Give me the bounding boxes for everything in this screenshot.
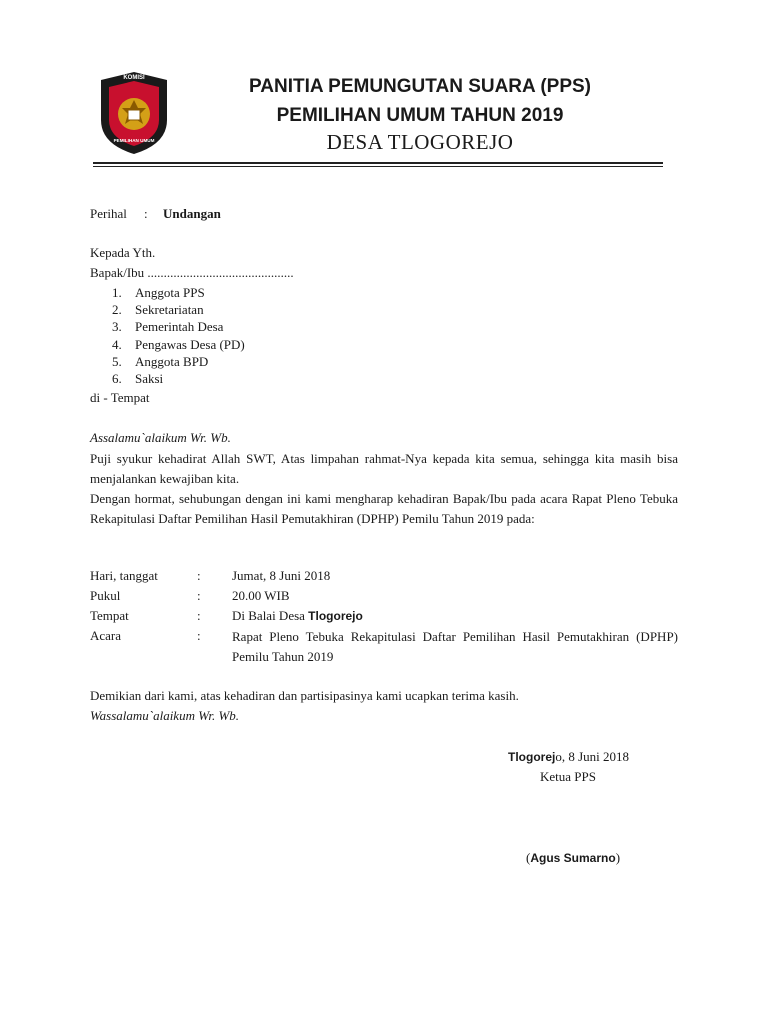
time-value: 20.00 WIB [232, 588, 290, 603]
place-village: Tlogorejo [308, 609, 363, 623]
event-label: Acara [90, 628, 122, 643]
header-title-election: PEMILIHAN UMUM TAHUN 2019 [276, 105, 564, 126]
perihal-colon: : [144, 206, 148, 221]
perihal-line [90, 206, 221, 222]
paragraph-gratitude: Puji syukur kehadirat Allah SWT, Atas limpahan rahmat-Nya kepada kita semua, sehingga kita masih bisa menjalankan kewajiban kita. [90, 451, 678, 486]
place-colon: : [197, 608, 201, 623]
opening-greeting: Assalamu`alaikum Wr. Wb. [90, 430, 231, 445]
list-item: 1. Anggota PPS [112, 285, 205, 300]
place-value [232, 608, 363, 624]
event-value: Rapat Pleno Tebuka Rekapitulasi Daftar Pemilihan Hasil Pemutakhiran (DPHP) Pemilu Tahun 2019 [232, 629, 678, 664]
list-item: 3. Pemerintah Desa [112, 319, 224, 335]
date-colon: : [197, 568, 201, 583]
signature-date: o, 8 Juni 2018 [555, 749, 630, 764]
closing-greeting: Wassalamu`alaikum Wr. Wb. [90, 708, 240, 723]
place-label: Tempat [90, 608, 129, 623]
signature-place: Tlogorej [508, 750, 556, 764]
list-item: 6. Saksi [112, 370, 164, 386]
signature-name: Agus Sumarno [530, 851, 616, 865]
list-item: 4. Pengawas Desa (PD) [112, 336, 245, 352]
event-colon: : [197, 628, 201, 643]
closing-thanks: Demikian dari kami, atas kehadiran dan partisipasinya kami ucapkan terima kasih. [90, 688, 519, 703]
date-label: Hari, tanggat [90, 568, 158, 583]
logo-text-bottom: PEMILIHAN UMUM [113, 138, 155, 143]
kpu-logo [97, 70, 171, 156]
place-prefix: Di Balai Desa [232, 608, 305, 623]
time-label: Pukul [90, 588, 121, 603]
recipient-place: di - Tempat [90, 390, 150, 405]
paragraph-invitation: Dengan hormat, sehubungan dengan ini kami mengharap kehadiran Bapak/Ibu pada acara Rapat Pleno Tebuka Rekapitulasi Daftar Pemilihan Hasil Pemutakhiran (DPHP) Pemilu Tahun 2019 pada: [90, 491, 678, 526]
close-paren: ) [615, 850, 621, 865]
recipient-greeting: Kepada Yth. [90, 245, 156, 260]
recipient-addressee: Bapak/Ibu ............................................. [90, 265, 294, 280]
recipient-list [112, 284, 245, 387]
header-divider-thick [93, 162, 663, 164]
header-title-committee: PANITIA PEMUNGUTAN SUARA (PPS) [249, 76, 591, 97]
header-title-village: DESA TLOGOREJO [326, 130, 514, 154]
signature-place-date [508, 749, 629, 765]
logo-text-top: KOMISI [123, 75, 145, 81]
list-item: 5. Anggota BPD [112, 353, 209, 369]
list-item: 2. Sekretariatan [112, 302, 204, 318]
perihal-label: Perihal [90, 206, 127, 221]
date-value: Jumat, 8 Juni 2018 [232, 568, 331, 583]
signature-name-line [526, 850, 620, 866]
perihal-value: Undangan [163, 206, 221, 221]
header-divider-thin [93, 166, 663, 167]
open-paren: ( [526, 850, 531, 865]
time-colon: : [197, 588, 201, 603]
signature-role: Ketua PPS [540, 769, 596, 784]
